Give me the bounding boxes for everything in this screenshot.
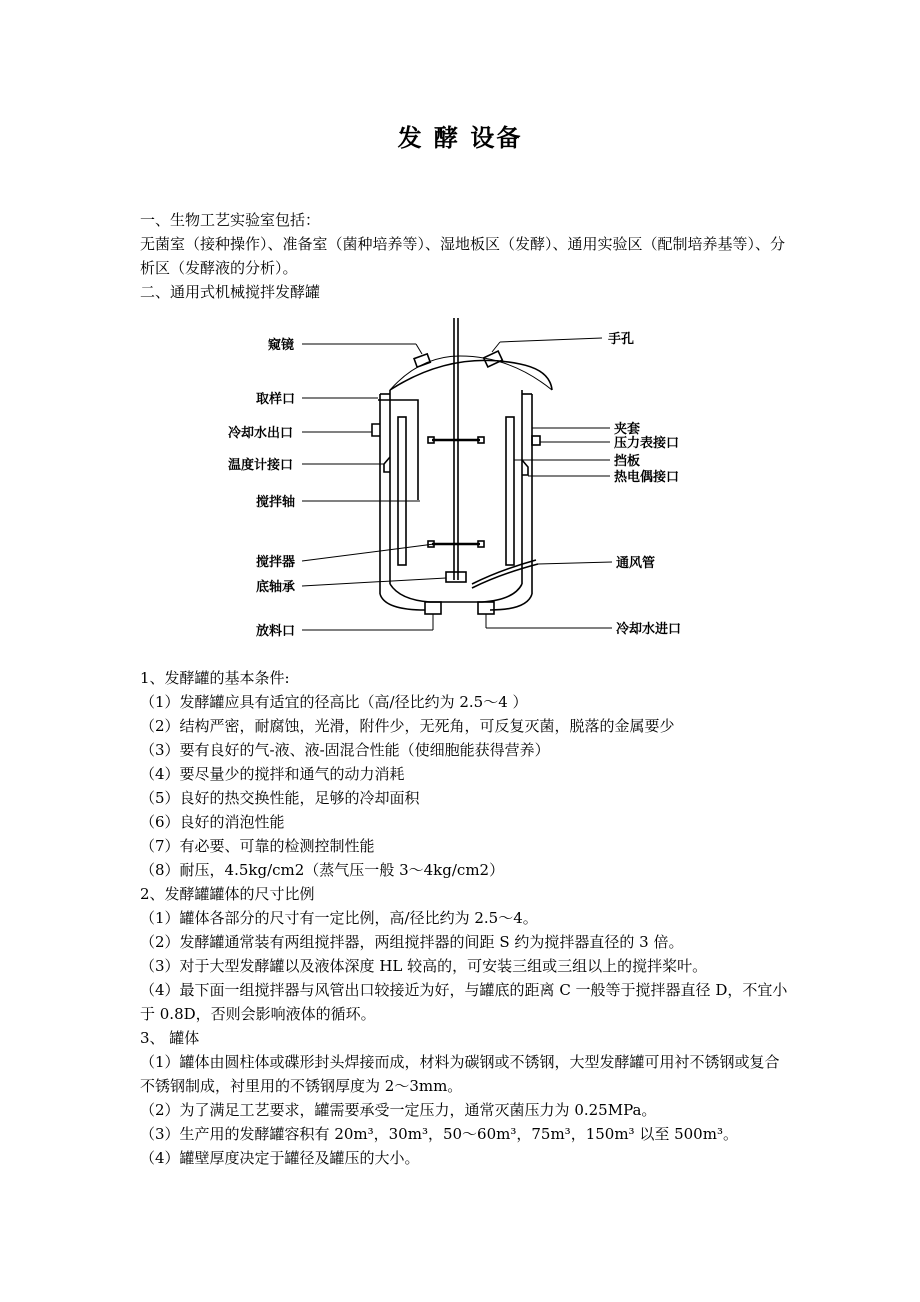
cooling-outlet-nozzle [372, 424, 380, 436]
list-item: （2）发酵罐通常装有两组搅拌器，两组搅拌器的间距 S 约为搅拌器直径的 3 倍。 [140, 933, 684, 951]
pressure-gauge-nozzle [532, 436, 540, 445]
label-sight-glass: 窥镜 [268, 338, 295, 353]
list-item: （7）有必要、可靠的检测控制性能 [140, 837, 375, 855]
paragraph: 无菌室（接种操作）、准备室（菌种培养等）、湿地板区（发酵）、通用实验区（配制培养基等）、分析区（发酵液的分析）。 [140, 235, 786, 277]
label-cooling-water-inlet: 冷却水进口 [616, 622, 682, 637]
label-cooling-water-outlet: 冷却水出口 [228, 426, 294, 441]
label-discharge-port: 放料口 [256, 624, 296, 639]
list-item: （1）发酵罐应具有适宜的径高比（高/径比约为 2.5～4 ） [140, 693, 528, 711]
hand-hole-nozzle [484, 351, 503, 367]
list-item: （4）最下面一组搅拌器与风管出口较接近为好，与罐底的距离 C 一般等于搅拌器直径 D，不宜小于 0.8D，否则会影响液体的循环。 [140, 981, 788, 1023]
section-heading: 1、发酵罐的基本条件: [140, 669, 290, 687]
section-lab-areas [140, 208, 790, 304]
thermometer-nozzle [384, 457, 390, 472]
thermocouple-nozzle [522, 460, 528, 475]
label-jacket: 夹套 [614, 422, 641, 437]
list-item: （5）良好的热交换性能，足够的冷却面积 [140, 789, 420, 807]
discharge-nozzle [425, 602, 441, 614]
list-item: （2）为了满足工艺要求，罐需要承受一定压力，通常灭菌压力为 0.25MPa。 [140, 1101, 657, 1119]
top-dome [390, 360, 552, 390]
label-thermocouple-port: 热电偶接口 [614, 470, 680, 485]
list-item: （1）罐体各部分的尺寸有一定比例，高/径比约为 2.5～4。 [140, 909, 538, 927]
cooling-inlet-nozzle [478, 602, 494, 614]
label-pressure-gauge-port: 压力表接口 [614, 436, 680, 451]
label-agitator: 搅拌器 [256, 555, 296, 570]
baffle-right [506, 417, 514, 565]
bottom-bearing-block [446, 572, 466, 582]
list-item: （1）罐体由圆柱体或碟形封头焊接而成，材料为碳钢或不锈钢，大型发酵罐可用衬不锈钢或复合不锈钢制成，衬里用的不锈钢厚度为 2～3mm。 [140, 1053, 780, 1095]
fermenter-diagram [220, 312, 700, 648]
label-agitator-shaft: 搅拌轴 [256, 495, 296, 510]
baffle-left [398, 417, 406, 565]
list-item: （2）结构严密，耐腐蚀，光滑，附件少，无死角，可反复灭菌，脱落的金属要少 [140, 717, 675, 735]
label-baffle: 挡板 [614, 454, 641, 469]
list-item: （4）要尽量少的搅拌和通气的动力消耗 [140, 765, 405, 783]
label-thermometer-port: 温度计接口 [228, 458, 294, 473]
label-sampling-port: 取样口 [256, 392, 296, 407]
air-sparger-pipe [472, 564, 538, 588]
label-air-sparger: 通风管 [616, 556, 656, 571]
section-heading: 2、发酵罐罐体的尺寸比例 [140, 885, 315, 903]
list-item: （3）要有良好的气-液、液-固混合性能（使细胞能获得营养） [140, 741, 550, 759]
list-item: （3）生产用的发酵罐容积有 20m³，30m³，50～60m³，75m³，150m³ 以至 500m³。 [140, 1125, 738, 1143]
list-item: （3）对于大型发酵罐以及液体深度 HL 较高的，可安装三组或三组以上的搅拌桨叶。 [140, 957, 708, 975]
section-conditions [140, 666, 790, 1170]
list-item: （8）耐压，4.5kg/cm2（蒸气压一般 3～4kg/cm2） [140, 861, 505, 879]
list-item: （6）良好的消泡性能 [140, 813, 285, 831]
page-title: 发 酵 设备 [397, 123, 523, 152]
label-bottom-bearing: 底轴承 [256, 580, 296, 595]
section-heading: 3、 罐体 [140, 1029, 200, 1047]
fermenter-diagram-svg [220, 312, 700, 648]
sight-glass-nozzle [414, 354, 430, 367]
section-heading: 一、生物工艺实验室包括： [140, 211, 321, 229]
label-hand-hole: 手孔 [608, 332, 635, 347]
list-item: （4）罐壁厚度决定于罐径及罐压的大小。 [140, 1149, 420, 1167]
section-heading: 二、通用式机械搅拌发酵罐 [140, 283, 321, 301]
